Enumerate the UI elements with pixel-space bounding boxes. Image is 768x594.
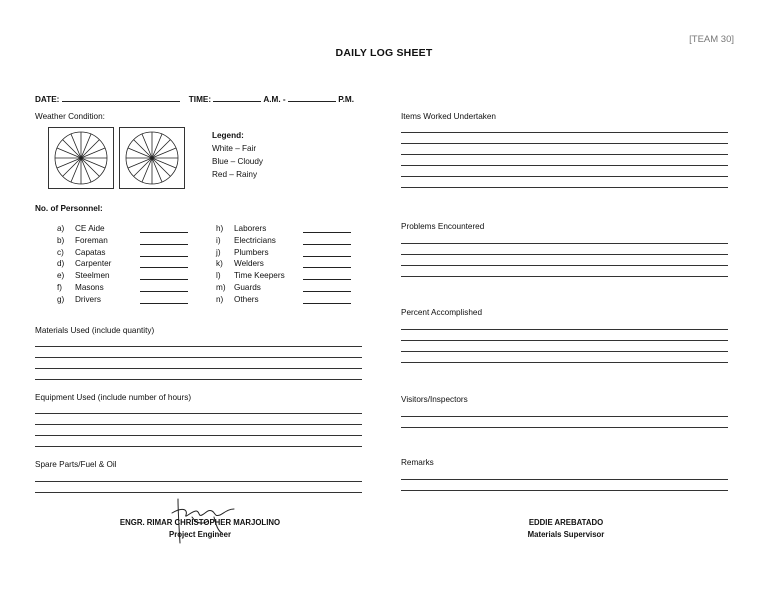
- legend-item-cloudy: Blue – Cloudy: [212, 157, 263, 166]
- count-field[interactable]: [303, 271, 351, 280]
- wheel-2-icon: [120, 128, 184, 188]
- materials-line[interactable]: [35, 379, 362, 380]
- remarks-line[interactable]: [401, 490, 728, 491]
- personnel-row: n) Others: [216, 295, 366, 307]
- equipment-line[interactable]: [35, 413, 362, 414]
- personnel-row: k) Welders: [216, 259, 366, 271]
- pm-label: P.M.: [338, 95, 354, 104]
- personnel-row: c) Capatas: [57, 248, 192, 260]
- equipment-label: Equipment Used (include number of hours): [35, 393, 192, 402]
- personnel-row: a) CE Aide: [57, 224, 192, 236]
- time-end-field[interactable]: [288, 93, 336, 102]
- count-field[interactable]: [140, 224, 188, 233]
- equipment-line[interactable]: [35, 446, 362, 447]
- items-worked-label: Items Worked Undertaken: [401, 112, 496, 121]
- items-worked-line[interactable]: [401, 165, 728, 166]
- personnel-list-right: [216, 224, 366, 307]
- percent-line[interactable]: [401, 351, 728, 352]
- count-field[interactable]: [140, 295, 188, 304]
- supervisor-name: EDDIE AREBATADO: [528, 518, 604, 527]
- spare-parts-line[interactable]: [35, 481, 362, 482]
- remarks-line[interactable]: [401, 479, 728, 480]
- engineer-title: Project Engineer: [169, 530, 231, 539]
- count-field[interactable]: [140, 236, 188, 245]
- personnel-row: h) Laborers: [216, 224, 366, 236]
- team-tag: [TEAM 30]: [689, 34, 734, 45]
- visitors-line[interactable]: [401, 427, 728, 428]
- equipment-line[interactable]: [35, 424, 362, 425]
- weather-label: Weather Condition:: [35, 112, 105, 121]
- personnel-row: l) Time Keepers: [216, 271, 366, 283]
- personnel-row: d) Carpenter: [57, 259, 192, 271]
- personnel-row: i) Electricians: [216, 236, 366, 248]
- date-label: DATE:: [35, 95, 60, 104]
- count-field[interactable]: [303, 224, 351, 233]
- problems-line[interactable]: [401, 276, 728, 277]
- personnel-row: m) Guards: [216, 283, 366, 295]
- am-label: A.M. -: [263, 95, 286, 104]
- visitors-line[interactable]: [401, 416, 728, 417]
- count-field[interactable]: [303, 283, 351, 292]
- legend-item-rainy: Red – Rainy: [212, 170, 258, 179]
- items-worked-line[interactable]: [401, 132, 728, 133]
- items-worked-line[interactable]: [401, 143, 728, 144]
- date-time-line: [35, 93, 354, 104]
- personnel-label: No. of Personnel:: [35, 204, 103, 213]
- date-field[interactable]: [62, 93, 180, 102]
- items-worked-line[interactable]: [401, 154, 728, 155]
- legend-item-fair: White – Fair: [212, 144, 257, 153]
- spare-parts-line[interactable]: [35, 492, 362, 493]
- legend-title: Legend:: [212, 131, 244, 140]
- personnel-list-left: [57, 224, 192, 307]
- time-start-field[interactable]: [213, 93, 261, 102]
- count-field[interactable]: [140, 283, 188, 292]
- problems-line[interactable]: [401, 254, 728, 255]
- items-worked-line[interactable]: [401, 187, 728, 188]
- materials-line[interactable]: [35, 368, 362, 369]
- personnel-row: f) Masons: [57, 283, 192, 295]
- wheel-1-icon: [49, 128, 113, 188]
- count-field[interactable]: [140, 259, 188, 268]
- supervisor-title: Materials Supervisor: [527, 530, 605, 539]
- page-title: DAILY LOG SHEET: [335, 47, 433, 59]
- visitors-label: Visitors/Inspectors: [401, 395, 468, 404]
- problems-line[interactable]: [401, 243, 728, 244]
- problems-line[interactable]: [401, 265, 728, 266]
- time-label: TIME:: [188, 95, 212, 104]
- personnel-row: j) Plumbers: [216, 248, 366, 260]
- count-field[interactable]: [303, 236, 351, 245]
- materials-label: Materials Used (include quantity): [35, 326, 155, 335]
- count-field[interactable]: [303, 295, 351, 304]
- percent-label: Percent Accomplished: [401, 308, 483, 317]
- remarks-label: Remarks: [401, 458, 434, 467]
- equipment-line[interactable]: [35, 435, 362, 436]
- materials-line[interactable]: [35, 346, 362, 347]
- supervisor-signatory: [486, 517, 646, 541]
- percent-line[interactable]: [401, 340, 728, 341]
- personnel-row: e) Steelmen: [57, 271, 192, 283]
- count-field[interactable]: [140, 271, 188, 280]
- percent-line[interactable]: [401, 329, 728, 330]
- problems-label: Problems Encountered: [401, 222, 485, 231]
- count-field[interactable]: [303, 248, 351, 257]
- personnel-row: b) Foreman: [57, 236, 192, 248]
- items-worked-line[interactable]: [401, 176, 728, 177]
- weather-legend: [212, 129, 263, 181]
- engineer-signatory: [100, 517, 300, 541]
- count-field[interactable]: [140, 248, 188, 257]
- percent-line[interactable]: [401, 362, 728, 363]
- count-field[interactable]: [303, 259, 351, 268]
- engineer-name: ENGR. RIMAR CHRISTOPHER MARJOLINO: [119, 518, 281, 527]
- weather-wheel-2[interactable]: [119, 127, 185, 189]
- spare-parts-label: Spare Parts/Fuel & Oil: [35, 460, 117, 469]
- personnel-row: g) Drivers: [57, 295, 192, 307]
- weather-wheel-1[interactable]: [48, 127, 114, 189]
- materials-line[interactable]: [35, 357, 362, 358]
